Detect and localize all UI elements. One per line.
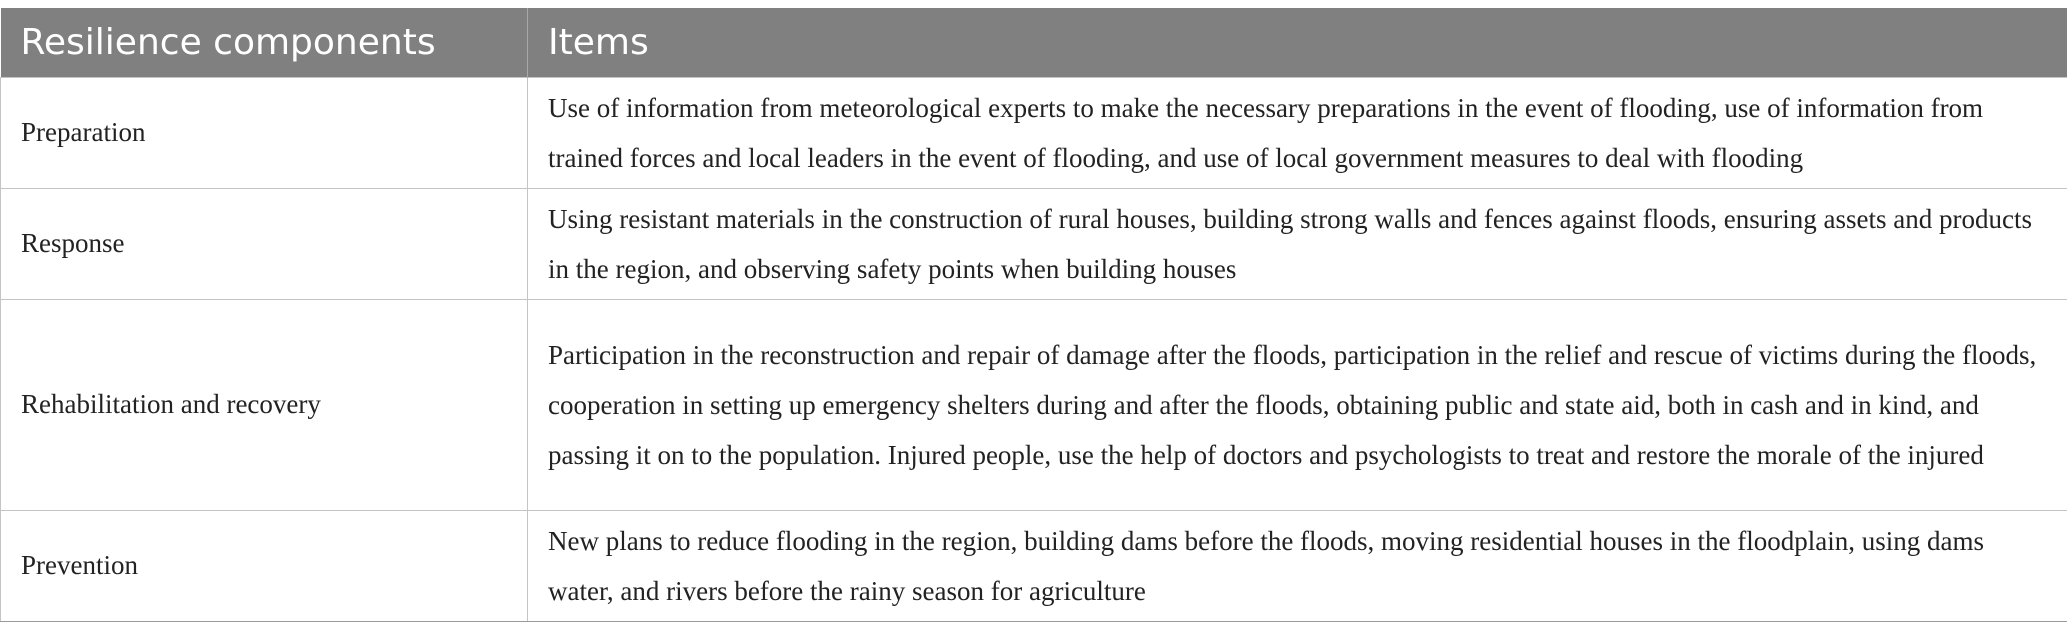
table-row [1, 510, 2067, 621]
items-cell: Participation in the reconstruction and repair of damage after the floods, participation in the relief and rescue of victims during the floods, cooperation in setting up emergency shelters during and after the floods, obtaining public and state aid, both in cash and in kind, and passing it on to the population. Injured people, use the help of doctors and psychologists to treat and restore the morale of the injured [528, 299, 2067, 510]
items-cell: Use of information from meteorological experts to make the necessary preparations in the event of flooding, use of information from trained forces and local leaders in the event of flooding, and use of local government measures to deal with flooding [528, 77, 2067, 188]
component-cell: Prevention [1, 510, 528, 621]
items-cell: Using resistant materials in the construction of rural houses, building strong walls and fences against floods, ensuring assets and products in the region, and observing safety points when building houses [528, 188, 2067, 299]
header-resilience-components: Resilience components [1, 8, 528, 77]
table-header-row [1, 8, 2067, 77]
resilience-table [0, 8, 2067, 622]
component-cell: Response [1, 188, 528, 299]
table-row [1, 188, 2067, 299]
header-items: Items [548, 21, 649, 63]
table-row [1, 299, 2067, 510]
table-row [1, 77, 2067, 188]
component-cell: Rehabilitation and recovery [1, 299, 528, 510]
component-cell: Preparation [1, 77, 528, 188]
items-cell: New plans to reduce flooding in the region, building dams before the floods, moving residential houses in the floodplain, using dams water, and rivers before the rainy season for agriculture [528, 510, 2067, 621]
resilience-table-container [0, 8, 2067, 622]
